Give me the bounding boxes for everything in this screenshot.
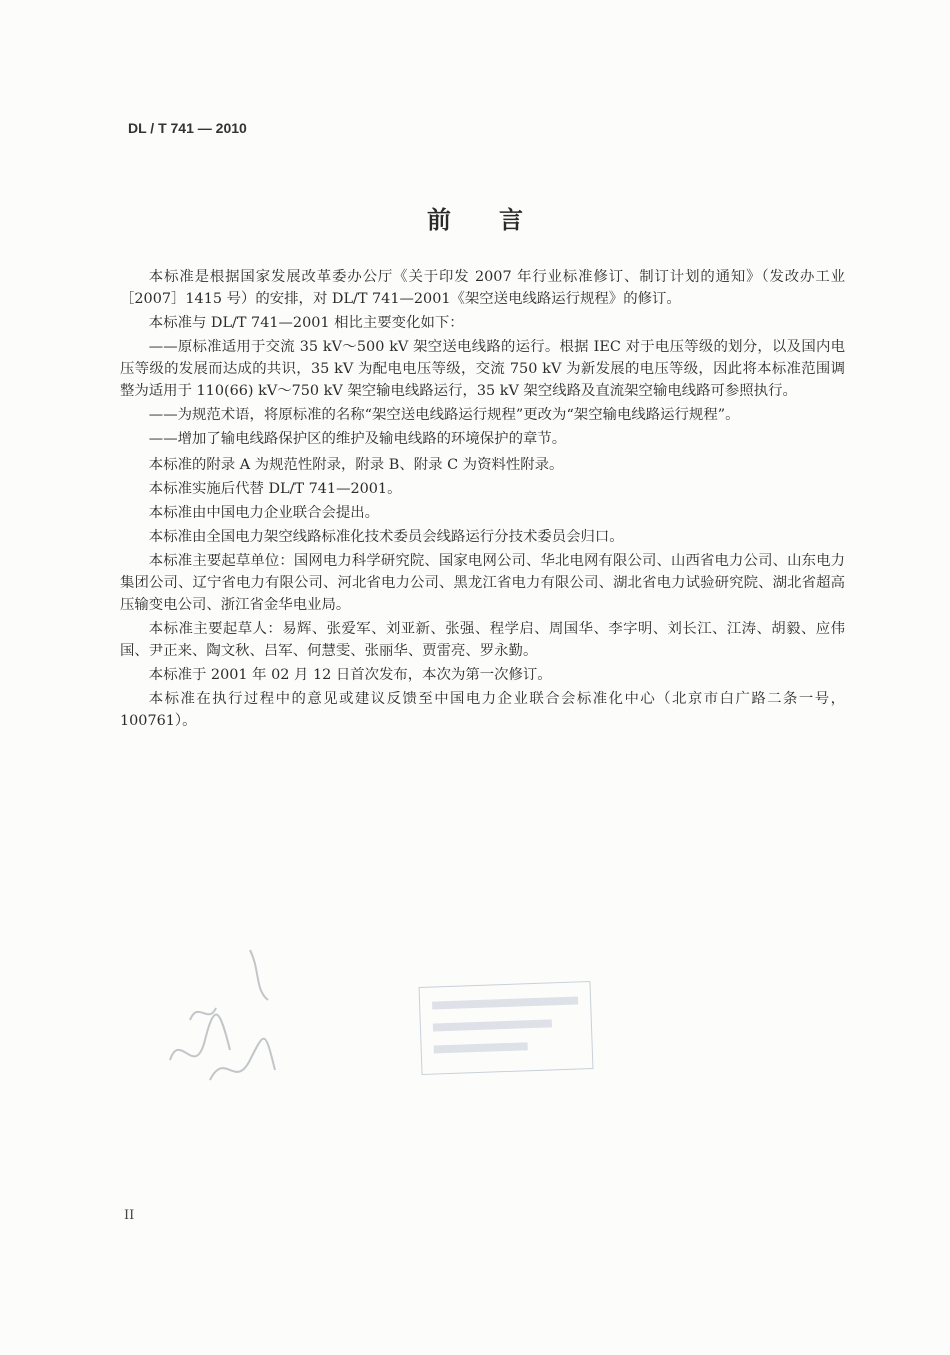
page-title: 前言 xyxy=(427,206,571,234)
paragraph: ——增加了输电线路保护区的维护及输电线路的环境保护的章节。 xyxy=(148,431,567,447)
paragraph: 本标准于 2001 年 02 月 12 日首次发布，本次为第一次修订。 xyxy=(148,667,552,683)
document-code: DL / T 741 — 2010 xyxy=(128,120,247,136)
paragraph: ——原标准适用于交流 35 kV～500 kV 架空送电线路的运行。根据 IEC 对于电压等级的划分，以及国内电压等级的发展而达成的共识，35 kV 为配电电压等级，交流 750 kV 为新发展的电压等级，因此将本标准范围调整为适用于 110(66) kV～750 kV 架空输电线路运行，35 kV 架空线路及直流架空输电线路可参照执行。 xyxy=(120,339,845,399)
paragraph: 本标准由全国电力架空线路标准化技术委员会线路运行分技术委员会归口。 xyxy=(148,529,624,545)
paragraph: 本标准实施后代替 DL/T 741—2001。 xyxy=(148,481,402,497)
paragraph: 本标准在执行过程中的意见或建议反馈至中国电力企业联合会标准化中心（北京市白广路二条一号，100761）。 xyxy=(120,691,845,729)
paragraph: 本标准的附录 A 为规范性附录，附录 B、附录 C 为资料性附录。 xyxy=(148,457,564,473)
paragraph: 本标准是根据国家发展改革委办公厅《关于印发 2007 年行业标准修订、制订计划的通知》（发改办工业［2007］1415 号）的安排，对 DL/T 741—2001《架空送电线路运行规程》的修订。 xyxy=(120,269,845,307)
paragraph: 本标准与 DL/T 741—2001 相比主要变化如下： xyxy=(148,315,464,331)
paragraph: 本标准主要起草单位：国网电力科学研究院、国家电网公司、华北电网有限公司、山西省电力公司、山东电力集团公司、辽宁省电力有限公司、河北省电力公司、黑龙江省电力有限公司、湖北省电力试验研究院、湖北省超高压输变电公司、浙江省金华电业局。 xyxy=(120,553,845,613)
paragraph: 本标准主要起草人：易辉、张爱军、刘亚新、张强、程学启、周国华、李字明、刘长江、江涛、胡毅、应伟国、尹正来、陶文秋、吕军、何慧雯、张丽华、贾雷亮、罗永勤。 xyxy=(120,621,845,659)
paragraph: 本标准由中国电力企业联合会提出。 xyxy=(148,505,380,521)
page-number: II xyxy=(124,1208,135,1223)
faded-stamp xyxy=(419,981,594,1075)
paragraph: ——为规范术语，将原标准的名称“架空送电线路运行规程”更改为“架空输电线路运行规程”。 xyxy=(148,407,740,423)
handwritten-signature xyxy=(150,930,290,1100)
foreword-body xyxy=(120,266,845,734)
